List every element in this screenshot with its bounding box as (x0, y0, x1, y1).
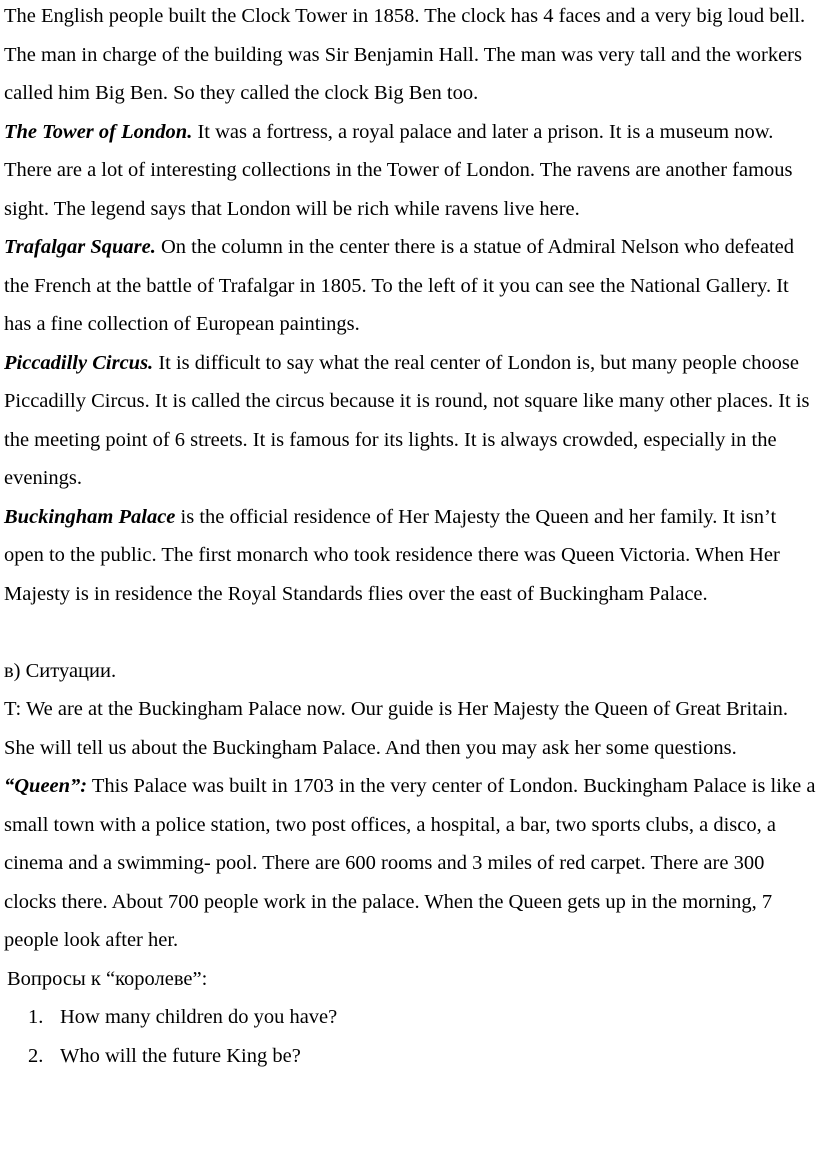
list-item (0, 998, 816, 1037)
questions-list (0, 998, 816, 1075)
paragraph-text: It was a fortress, a royal palace and later a prison. It is a museum now. There are a lot of interesting collections in the Tower of London. The ravens are another famous sight. The legend says that London will be rich while ravens live here. (4, 120, 793, 220)
queen-speech-text: This Palace was built in 1703 in the very center of London. Buckingham Palace is like a small town with a police station, two post offices, a hospital, a bar, two sports clubs, a disco, a cinema and a swimming- pool. There are 600 rooms and 3 miles of red carpet. There are 300 clocks there. About 700 people work in the palace. When the Queen gets up in the morning, 7 people look after her. (4, 775, 816, 951)
paragraph-text: The English people built the Clock Tower in 1858. The clock has 4 faces and a very big loud bell. The man in charge of the building was Sir Benjamin Hall. The man was very tall and the workers called him Big Ben. So they called the clock Big Ben too. (4, 5, 806, 104)
paragraph-text: is the official residence of Her Majesty the Queen and her family. It isn’t open to the public. The first monarch who took residence there was Queen Victoria. When Her Majesty is in residence the Royal Standards flies over the east of Buckingham Palace. (4, 505, 780, 605)
paragraph-trafalgar-square (0, 228, 816, 344)
list-item-text: Who will the future King be? (60, 1044, 301, 1067)
list-item-number: 2. (28, 1044, 44, 1067)
paragraph-buckingham-palace (0, 498, 816, 614)
paragraph-title: The Tower of London. (4, 120, 193, 143)
list-item-text: How many children do you have? (60, 1006, 338, 1028)
list-item-number: 1. (28, 1006, 44, 1028)
paragraph-big-ben (0, 0, 816, 113)
queen-speaker-label: “Queen”: (4, 775, 88, 797)
paragraph-title: Buckingham Palace (4, 505, 176, 528)
teacher-line: T: We are at the Buckingham Palace now. Our guide is Her Majesty the Queen of Great Britain. She will tell us about the Buckingham Palace. And then you may ask her some questions. (4, 698, 789, 759)
paragraph-title: Trafalgar Square. (4, 236, 156, 258)
queen-speech (0, 767, 816, 960)
paragraph-tower-of-london (0, 113, 816, 229)
blank-line (0, 613, 816, 652)
paragraph-text: It is difficult to say what the real center of London is, but many people choose Piccadilly Circus. It is called the circus because it is round, not square like many other places. It is the meeting point of 6 streets. It is famous for its lights. It is always crowded, especially in the evenings. (4, 351, 810, 489)
section-heading: в) Ситуации. (4, 659, 117, 682)
questions-heading: Вопросы к “королеве”: (7, 967, 208, 990)
list-item (0, 1037, 816, 1076)
paragraph-title: Piccadilly Circus. (4, 351, 154, 374)
paragraph-text: On the column in the center there is a statue of Admiral Nelson who defeated the French at the battle of Trafalgar in 1805. To the left of it you can see the National Gallery. It has a fine collection of European paintings. (4, 236, 795, 335)
paragraph-piccadilly-circus (0, 344, 816, 498)
